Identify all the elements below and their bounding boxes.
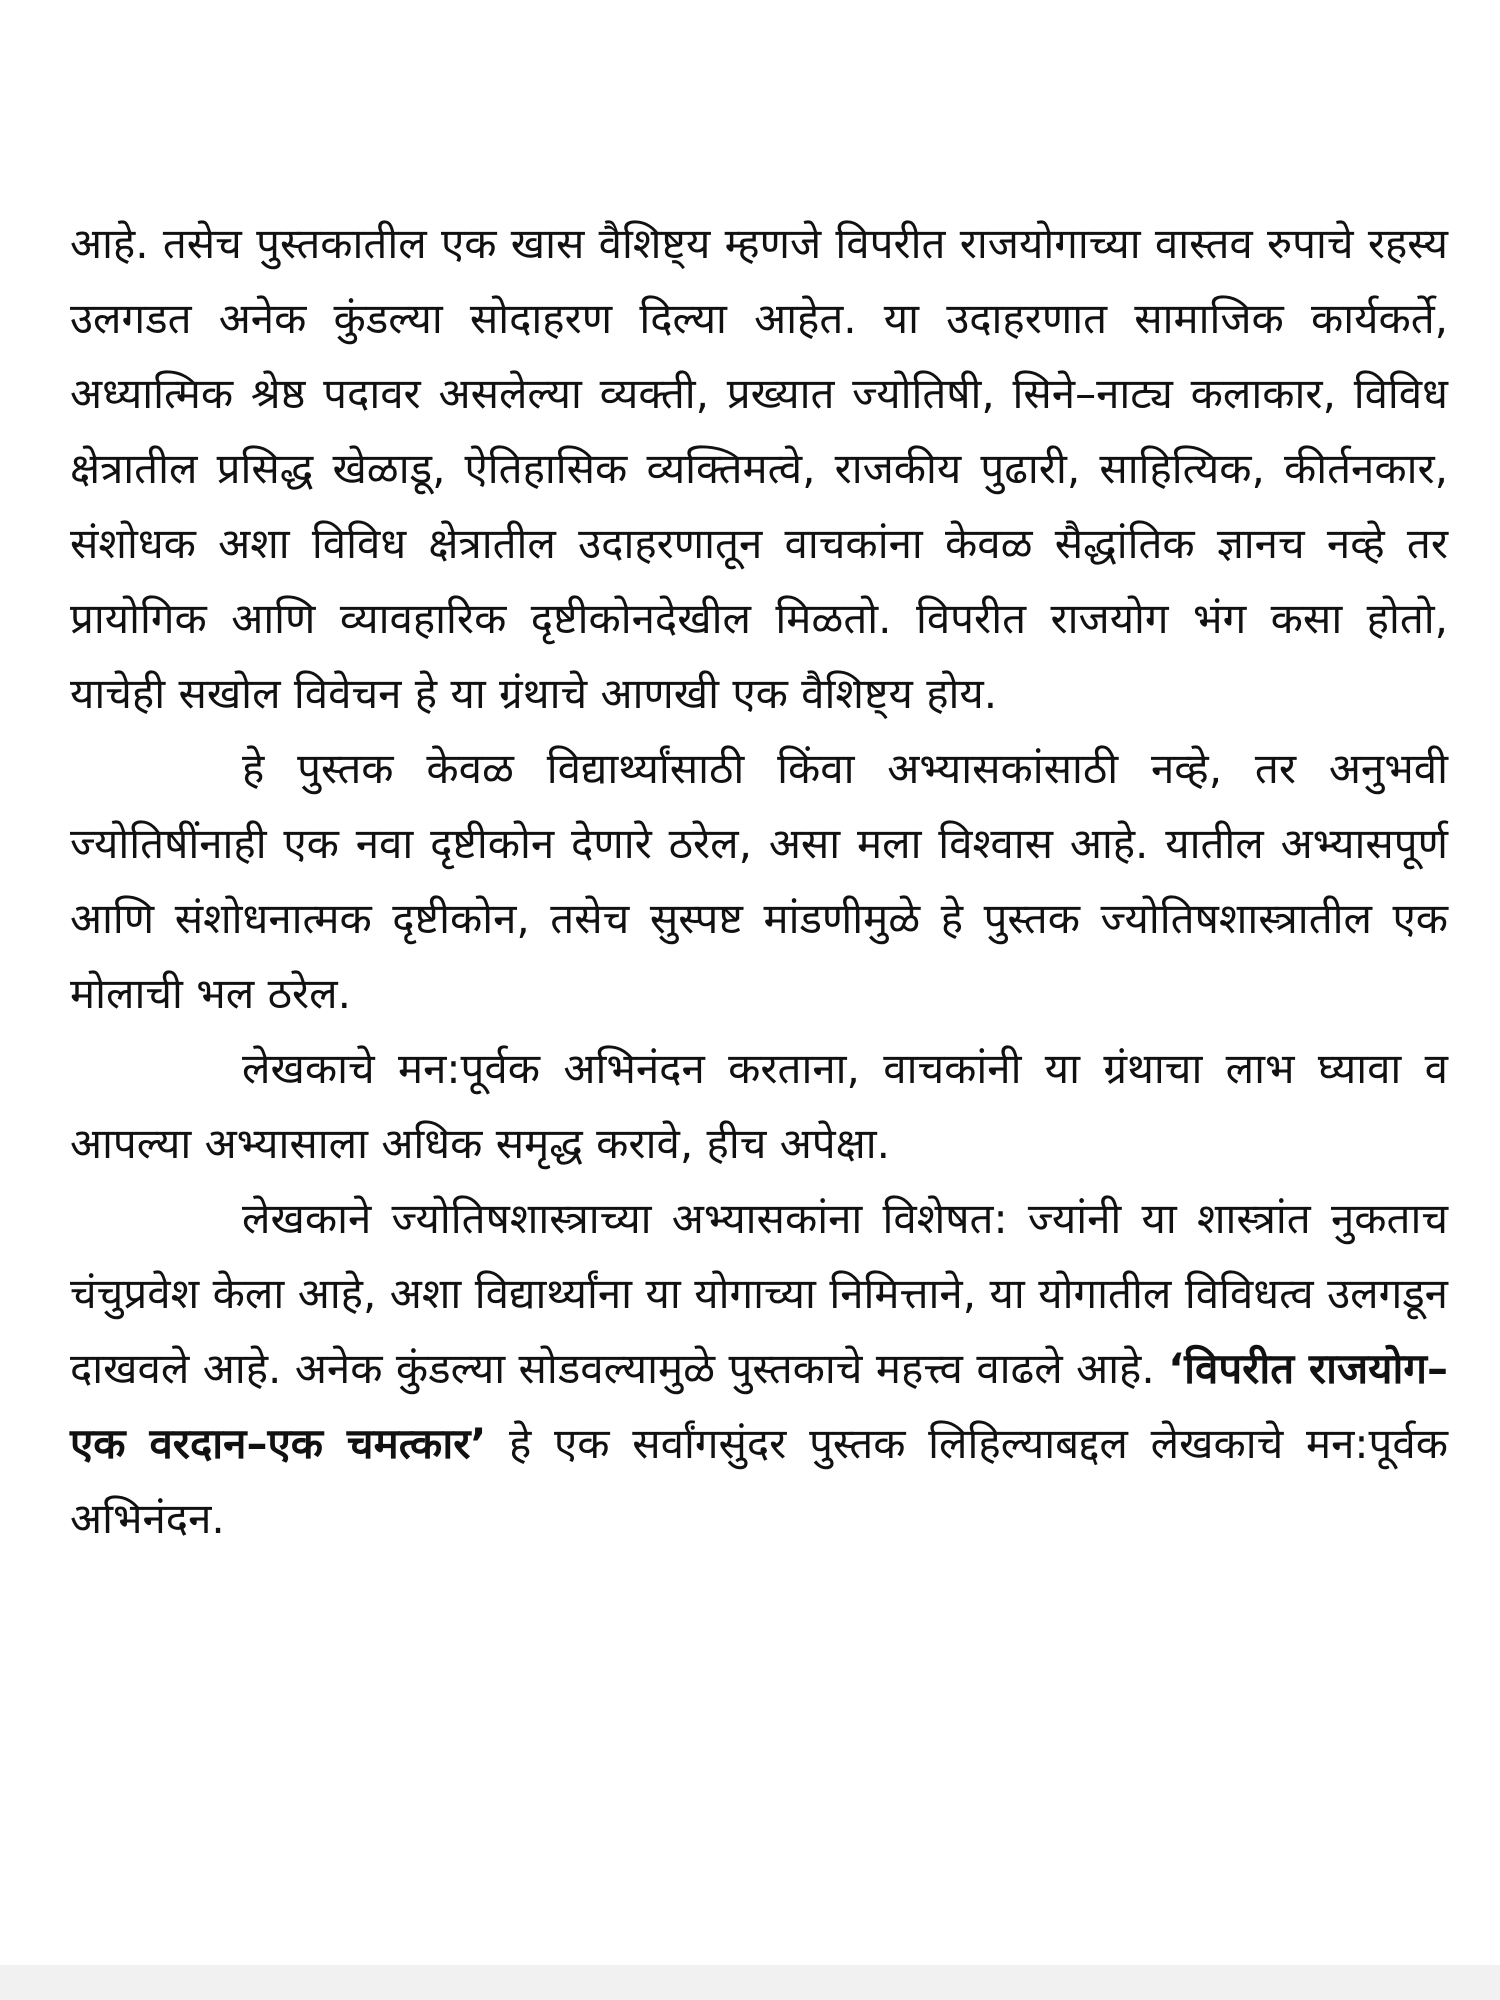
book-title: ‘विपरीत राजयोग–एक वरदान–एक चमत्कार’ bbox=[70, 1344, 1448, 1468]
document-body bbox=[70, 206, 1448, 1556]
paragraph-3: लेखकाचे मन:पूर्वक अभिनंदन करताना, वाचकांनी या ग्रंथाचा लाभ घ्यावा व आपल्या अभ्यासाला अधिक समृद्ध करावे, हीच अपेक्षा. bbox=[70, 1044, 1448, 1168]
paragraph-4-text-before: लेखकाने ज्योतिषशास्त्राच्या अभ्यासकांना विशेषत: ज्यांनी या शास्त्रांत नुकताच चंचुप्रवेश केला आहे, अशा विद्यार्थ्यांना या योगाच्या निमित्ताने, या योगातील विविधत्व उलगडून दाखवले आहे. अनेक कुंडल्या सोडवल्यामुळे पुस्तकाचे महत्त्व वाढले आहे. bbox=[70, 1194, 1448, 1393]
page-bottom-edge bbox=[0, 1965, 1500, 2000]
paragraph-4 bbox=[70, 1181, 1448, 1556]
paragraph-1: आहे. तसेच पुस्तकातील एक खास वैशिष्ट्य म्हणजे विपरीत राजयोगाच्या वास्तव रुपाचे रहस्य उलगडत अनेक कुंडल्या सोदाहरण दिल्या आहेत. या उदाहरणात सामाजिक कार्यकर्ते, अध्यात्मिक श्रेष्ठ पदावर असलेल्या व्यक्ती, प्रख्यात ज्योतिषी, सिने–नाट्य कलाकार, विविध क्षेत्रातील प्रसिद्ध खेळाडू, ऐतिहासिक व्यक्तिमत्वे, राजकीय पुढारी, साहित्यिक, कीर्तनकार, संशोधक अशा विविध क्षेत्रातील उदाहरणातून वाचकांना केवळ सैद्धांतिक ज्ञानच नव्हे तर प्रायोगिक आणि व्यावहारिक दृष्टीकोनदेखील मिळतो. विपरीत राजयोग भंग कसा होतो, याचेही सखोल विवेचन हे या ग्रंथाचे आणखी एक वैशिष्ट्य होय. bbox=[70, 219, 1448, 718]
paragraph-2: हे पुस्तक केवळ विद्यार्थ्यांसाठी किंवा अभ्यासकांसाठी नव्हे, तर अनुभवी ज्योतिषींनाही एक नवा दृष्टीकोन देणारे ठरेल, असा मला विश्वास आहे. यातील अभ्यासपूर्ण आणि संशोधनात्मक दृष्टीकोन, तसेच सुस्पष्ट मांडणीमुळे हे पुस्तक ज्योतिषशास्त्रातील एक मोलाची भल ठरेल. bbox=[70, 744, 1448, 1018]
paragraph-4-text-after: हे एक सर्वांगसुंदर पुस्तक लिहिल्याबद्दल लेखकाचे मन:पूर्वक अभिनंदन. bbox=[70, 1419, 1448, 1543]
